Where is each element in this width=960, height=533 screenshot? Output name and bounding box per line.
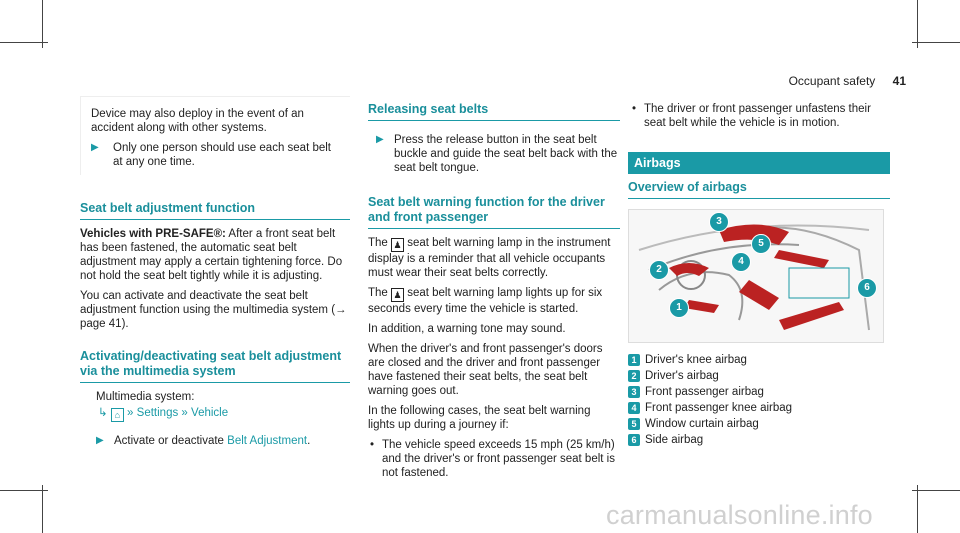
legend-item xyxy=(628,401,890,415)
airbag-legend xyxy=(628,353,890,447)
legend-item xyxy=(628,353,890,367)
paragraph-lamp-lights xyxy=(368,286,620,316)
note-step xyxy=(91,141,340,169)
callout-5: 5 xyxy=(751,234,771,254)
seatbelt-icon: ♟ xyxy=(391,238,404,252)
step-text: Activate or deactivate xyxy=(114,435,228,447)
heading-overview-airbags: Overview of airbags xyxy=(628,180,890,199)
arrow-icon: ▶ xyxy=(91,142,99,153)
legend-number: 2 xyxy=(628,370,640,382)
nav-vehicle[interactable]: Vehicle xyxy=(191,407,229,419)
heading-seat-belt-adjustment: Seat belt adjustment function xyxy=(80,201,350,220)
legend-number: 5 xyxy=(628,418,640,430)
crop-mark xyxy=(917,0,918,48)
heading-warning: Seat belt warning function for the driver and front passenger xyxy=(368,195,620,229)
legend-text: Driver's knee airbag xyxy=(645,354,747,366)
airbag-illustration xyxy=(628,209,884,343)
crop-mark xyxy=(912,42,960,43)
watermark: carmanualsonline.info xyxy=(606,500,873,530)
paragraph-activate-info: You can activate and deactivate the seat belt adjustment function using the multimedia system (→ page 41). xyxy=(80,290,347,330)
arrow-icon: ▶ xyxy=(376,134,384,145)
page-number: 41 xyxy=(892,74,906,88)
callout-6: 6 xyxy=(857,278,877,298)
chevron-icon: » xyxy=(127,407,134,419)
arrow-icon: ↳ xyxy=(98,407,108,419)
crop-mark xyxy=(42,485,43,533)
presafe-label: Vehicles with PRE-SAFE®: xyxy=(80,228,226,240)
middle-column xyxy=(368,102,620,480)
home-icon[interactable]: ⌂ xyxy=(111,408,124,422)
text: seat belt warning lamp lights up for six seconds every time the vehicle is started. xyxy=(368,287,603,315)
legend-text: Side airbag xyxy=(645,434,704,446)
crop-mark xyxy=(42,0,43,48)
step-release-text: Press the release button in the seat belt buckle and guide the seat belt back with the seat belt tongue. xyxy=(394,134,618,174)
crop-mark xyxy=(0,42,48,43)
callout-1: 1 xyxy=(669,298,689,318)
legend-item xyxy=(628,417,890,431)
ms-label: Multimedia system: xyxy=(96,391,195,403)
car-interior-drawing xyxy=(629,210,883,342)
crop-mark xyxy=(912,490,960,491)
heading-releasing: Releasing seat belts xyxy=(368,102,620,121)
section-title: Occupant safety xyxy=(788,74,876,88)
nav-path xyxy=(80,406,350,422)
paragraph-presafe xyxy=(80,227,350,283)
text: seat belt warning lamp in the instrument display is a reminder that all vehicle occupants must wear their seat belts correctly. xyxy=(368,237,611,279)
callout-2: 2 xyxy=(649,260,669,280)
legend-number: 1 xyxy=(628,354,640,366)
legend-item xyxy=(628,385,890,399)
legend-text: Front passenger knee airbag xyxy=(645,402,793,414)
text: The xyxy=(368,237,392,249)
list-item: • The vehicle speed exceeds 15 mph (25 km/h) and the driver's or front passenger seat belt is not fastened. xyxy=(368,438,620,480)
paragraph-warning-lamp xyxy=(368,236,620,280)
note-box xyxy=(80,96,350,175)
legend-item xyxy=(628,369,890,383)
crop-mark xyxy=(917,485,918,533)
step-activate xyxy=(80,434,350,448)
legend-number: 3 xyxy=(628,386,640,398)
callout-4: 4 xyxy=(731,252,751,272)
heading-activating: Activating/deactivating seat belt adjustment via the multimedia system xyxy=(80,349,350,383)
list-item: • The driver or front passenger unfastens their seat belt while the vehicle is in motion. xyxy=(630,102,890,130)
airbags-bar: Airbags xyxy=(628,152,890,174)
legend-number: 4 xyxy=(628,402,640,414)
legend-text: Driver's airbag xyxy=(645,370,719,382)
right-column xyxy=(628,102,890,449)
legend-text: Front passenger airbag xyxy=(645,386,764,398)
crop-mark xyxy=(0,490,48,491)
callout-3: 3 xyxy=(709,212,729,232)
seatbelt-icon: ♟ xyxy=(391,288,404,302)
paragraph-cases: In the following cases, the seat belt warning lights up during a journey if: xyxy=(368,405,591,431)
presafe-text: After a front seat belt has been fastened, the automatic seat belt adjustment may apply a certain tightening force. Do not hold the seat belt tightly while it is adjusting. xyxy=(80,228,343,282)
left-column xyxy=(80,96,350,448)
legend-text: Window curtain airbag xyxy=(645,418,759,430)
note-text: Device may also deploy in the event of an accident along with other systems. xyxy=(91,108,304,134)
paragraph-tone: In addition, a warning tone may sound. xyxy=(368,323,566,335)
belt-adjustment-link[interactable]: Belt Adjustment xyxy=(227,435,308,447)
legend-number: 6 xyxy=(628,434,640,446)
step-text-end: . xyxy=(307,435,311,447)
nav-settings[interactable]: Settings xyxy=(136,407,179,419)
arrow-icon: ▶ xyxy=(96,435,104,446)
chevron-icon: » xyxy=(181,407,188,419)
legend-item xyxy=(628,433,890,447)
step-release xyxy=(368,133,620,175)
text: The xyxy=(368,287,392,299)
page-header xyxy=(789,74,906,88)
note-step-text: Only one person should use each seat belt at any one time. xyxy=(113,142,332,168)
paragraph-goes-out: When the driver's and front passenger's doors are closed and the driver and front passenger have fastened their seat belts, the seat belt warning goes out. xyxy=(368,343,603,397)
